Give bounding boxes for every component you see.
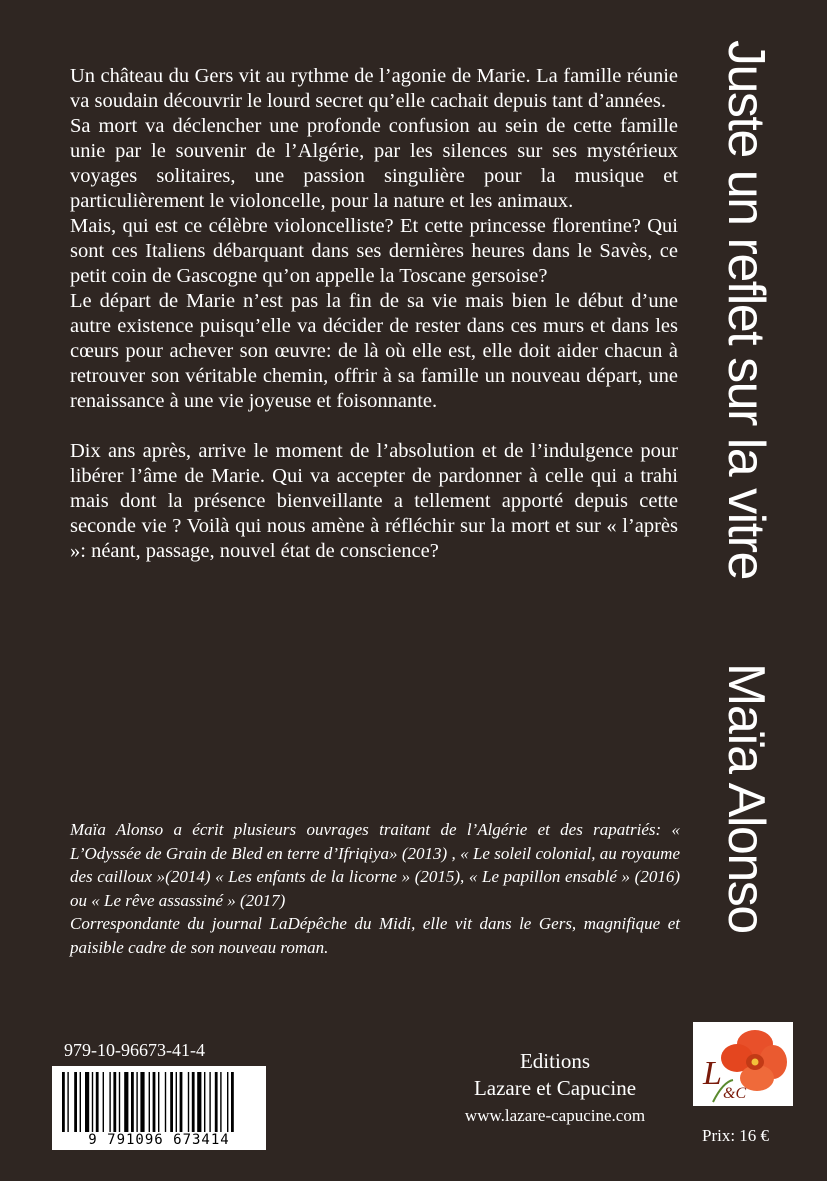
bio-paragraph: Correspondante du journal LaDépêche du Midi, elle vit dans le Gers, magnifique et paisible cadre de son nouveau roman. bbox=[70, 914, 680, 957]
blurb-paragraph: Un château du Gers vit au rythme de l’agonie de Marie. La famille réunie va soudain découvrir le lourd secret qu’elle cachait depuis tant d’années. bbox=[70, 65, 678, 112]
publisher-name: Lazare et Capucine bbox=[473, 1076, 637, 1100]
blurb-paragraph: Sa mort va déclencher une profonde confusion au sein de cette famille unie par le souvenir de l’Algérie, par les silences sur ses mystérieux voyages solitaires, une passion singulière pour la musique et particulièrement le violoncelle, pour la nature et les animaux. bbox=[70, 115, 678, 212]
flower-logo-icon bbox=[693, 1022, 793, 1106]
barcode-bars bbox=[52, 1066, 266, 1136]
svg-text:&C: &C bbox=[723, 1085, 747, 1102]
bio-paragraph: Maïa Alonso a écrit plusieurs ouvrages traitant de l’Algérie et des rapatriés: « L’Odyssée de Grain de Bled en terre d’Ifriqiya» (2013) , « Le soleil colonial, au royaume des cailloux »(2014) « Les enfants de la licorne » (2015), « Le papillon ensablé » (2016) ou « Le rêve assassiné » (2017) bbox=[70, 820, 680, 910]
author-bio bbox=[70, 818, 680, 959]
publisher-logo bbox=[693, 1022, 793, 1106]
barcode bbox=[52, 1066, 266, 1150]
blurb-paragraph: Mais, qui est ce célèbre violoncelliste? Et cette princesse florentine? Qui sont ces Italiens débarquant dans ses dernières heures dans le Savès, ce petit coin de Gascogne qu’on appelle la Toscane gersoise? bbox=[70, 215, 678, 287]
publisher-url: www.lazare-capucine.com bbox=[464, 1106, 646, 1125]
blurb-paragraph: Le départ de Marie n’est pas la fin de sa vie mais bien le début d’une autre existence puisqu’elle va décider de rester dans ces murs et dans les cœurs pour achever son œuvre: de là où elle est, elle doit aider chacun à retrouver son véritable chemin, offrir à sa famille un nouveau départ, une renaissance à une vie joyeuse et foisonnante. bbox=[70, 290, 678, 412]
price: Prix: 16 € bbox=[702, 1126, 770, 1145]
blurb-paragraph: Dix ans après, arrive le moment de l’absolution et de l’indulgence pour libérer l’âme de Marie. Qui va accepter de pardonner à celle qui a trahi mais dont la présence bienveillante a tellement apporté depuis cette seconde vie ? Voilà qui nous amène à réfléchir sur la mort et sur « l’après »: néant, passage, nouvel état de conscience? bbox=[70, 440, 678, 562]
barcode-number: 9 791096 673414 bbox=[52, 1132, 266, 1148]
publisher-label: Editions bbox=[519, 1049, 590, 1073]
logo-letter: L bbox=[703, 1055, 722, 1092]
back-cover-blurb bbox=[70, 64, 678, 564]
book-title: Juste un reflet sur la vitre bbox=[717, 40, 775, 579]
isbn: 979-10-96673-41-4 bbox=[64, 1040, 205, 1060]
spine-title bbox=[690, 40, 802, 1020]
publisher-info bbox=[430, 1048, 680, 1129]
author-name: Maïa Alonso bbox=[717, 662, 775, 933]
